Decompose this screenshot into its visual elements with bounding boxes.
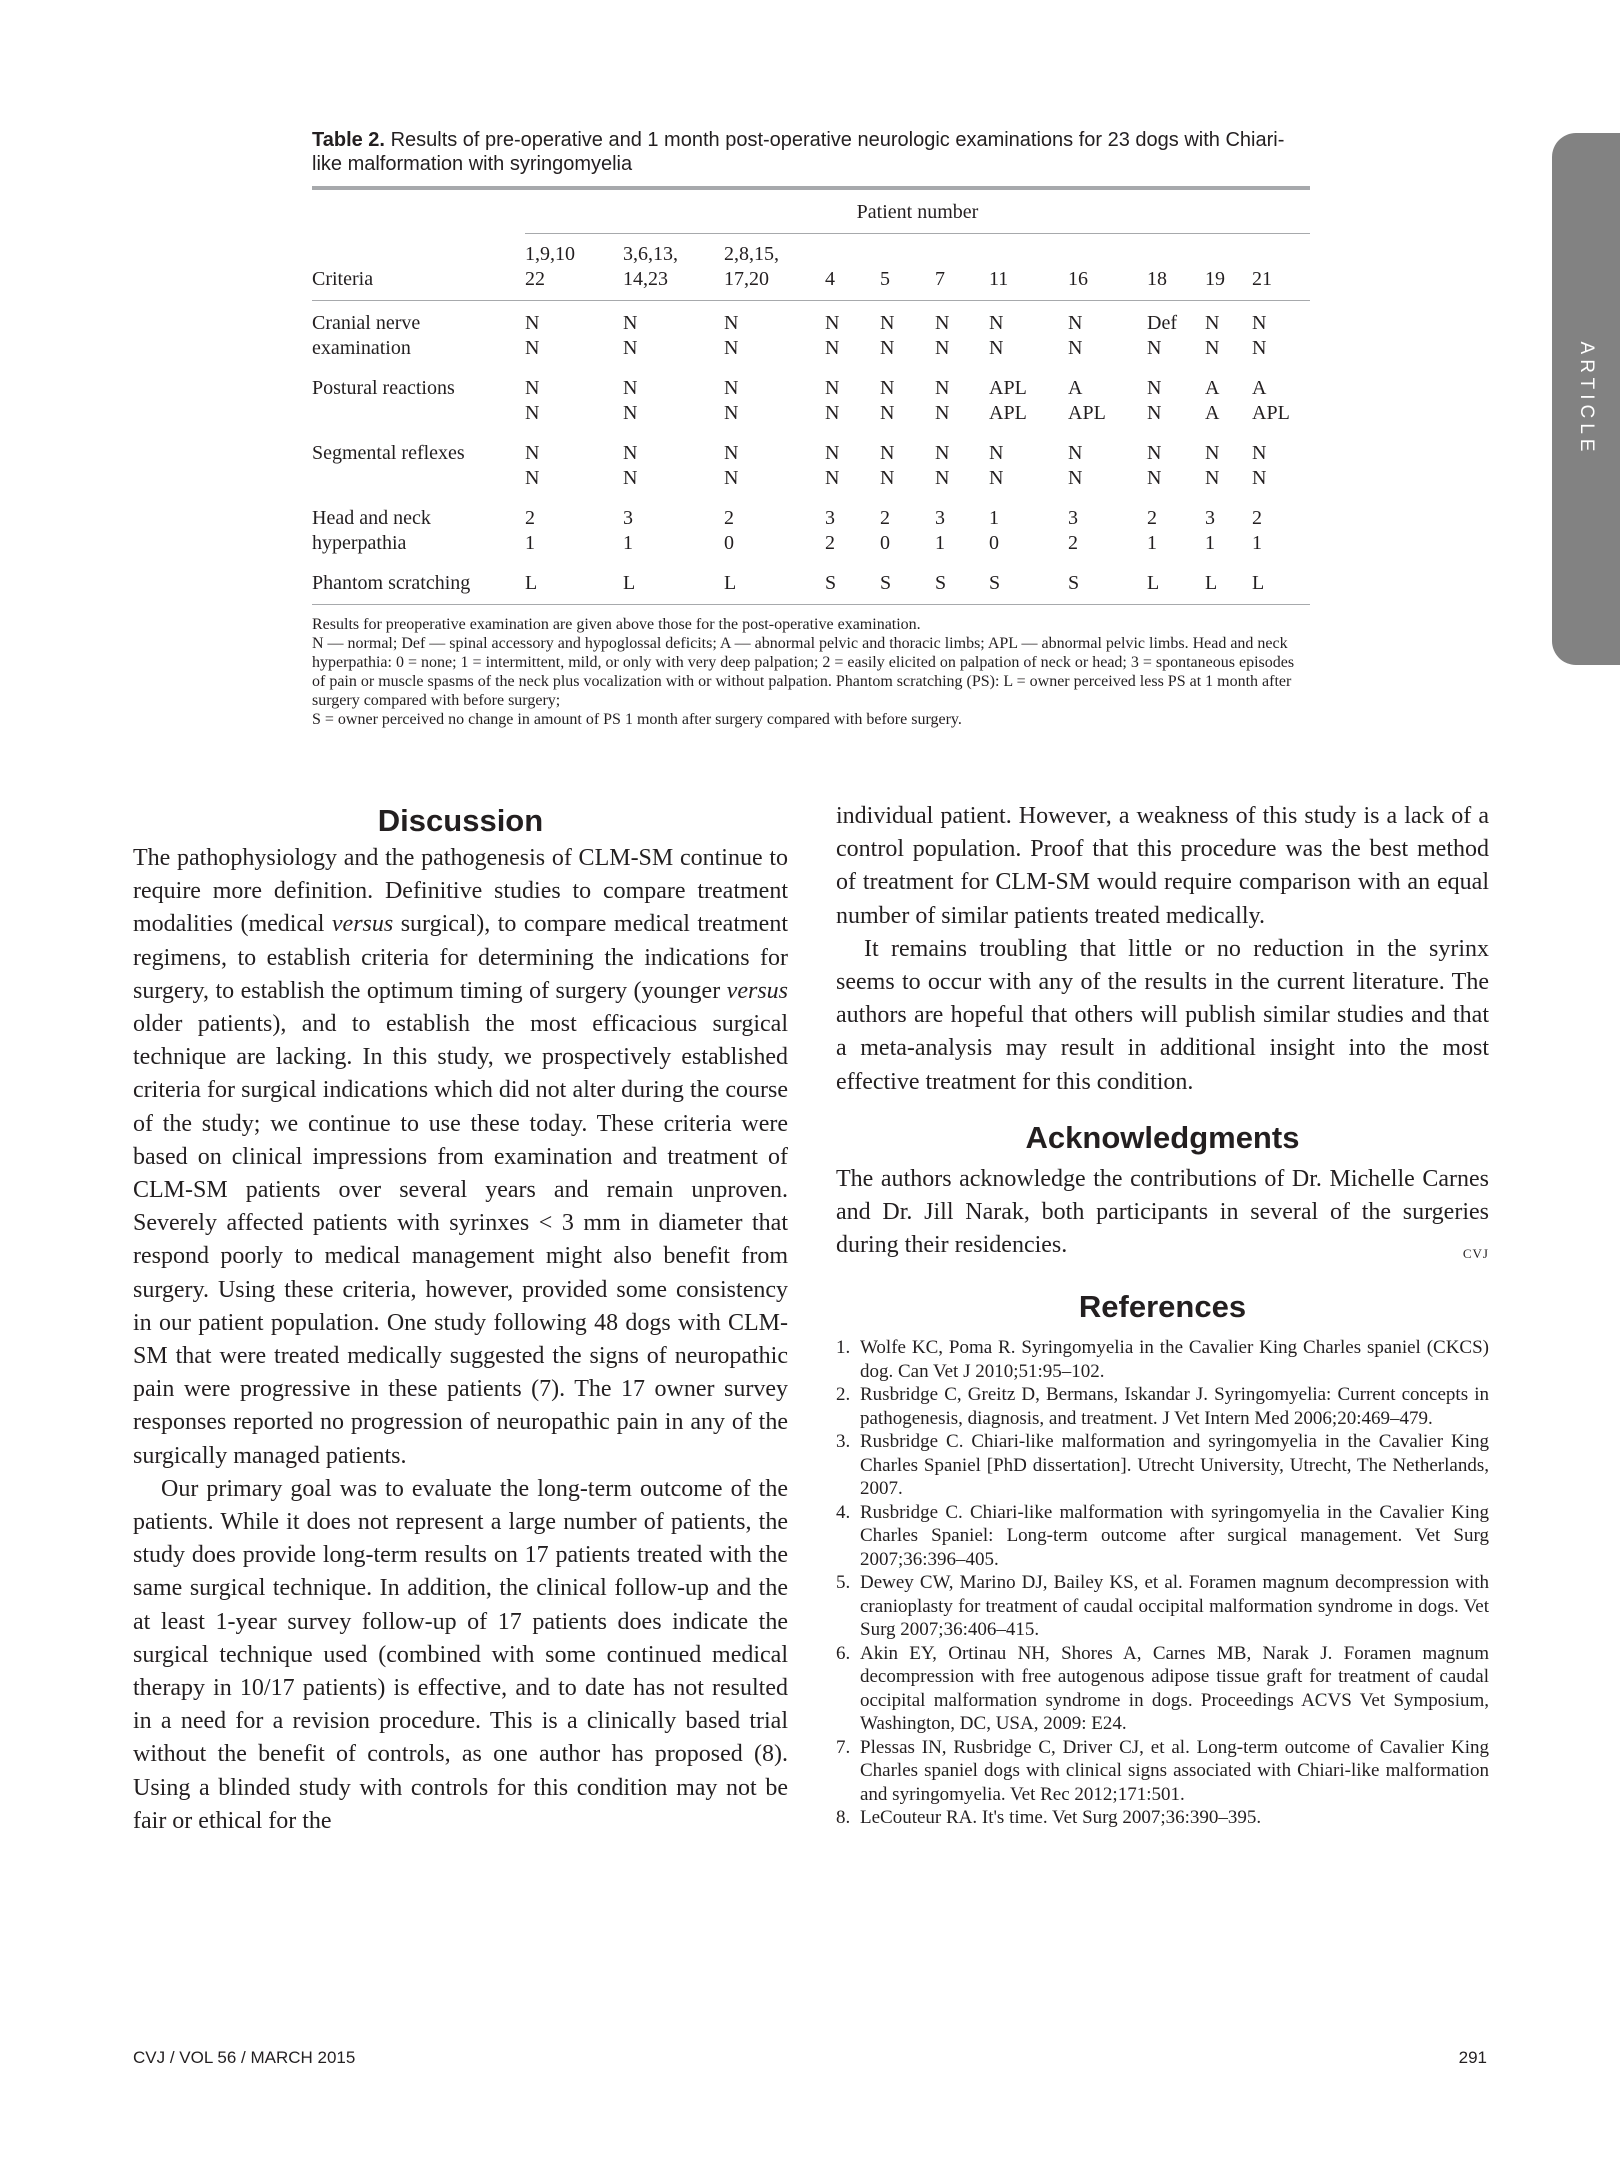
table-row [312, 426, 1310, 491]
acknowledgments-body: The authors acknowledge the contributions of Dr. Michelle Carnes and Dr. Jill Narak, both participants in several of the surgeries during their residencies. [836, 1165, 1489, 1259]
table-cell: N N [623, 312, 638, 359]
table-cell: N N [724, 377, 739, 424]
table-cell: N N [724, 312, 739, 359]
table-caption [312, 128, 1310, 176]
reference-text: Rusbridge C, Greitz D, Bermans, Iskandar J. Syringomyelia: Current concepts in pathogenesis, diagnosis, and treatment. J Vet Intern Med 2006;20:469–479. [860, 1384, 1489, 1429]
patient-group-header: 3,6,13, 14,23 [623, 234, 724, 301]
reference-text: LeCouteur RA. It's time. Vet Surg 2007;36:390–395. [860, 1807, 1262, 1829]
table-cell: 2 0 [880, 507, 890, 554]
table-cell: 2 1 [1147, 507, 1157, 554]
table-cell: S [880, 572, 892, 594]
table-row [312, 361, 1310, 426]
table-cell: N N [989, 312, 1004, 359]
criteria-label: Phantom scratching [312, 572, 471, 594]
table-cell: N N [1147, 377, 1162, 424]
reference-text: Rusbridge C. Chiari-like malformation and syringomyelia in the Cavalier King Charles Spaniel [PhD dissertation]. Utrecht University, Utrecht, The Netherlands, 2007. [860, 1431, 1489, 1500]
table-note: S = owner perceived no change in amount of PS 1 month after surgery compared with before surgery. [312, 711, 962, 728]
table-cell: L [525, 572, 538, 594]
reference-number: 4. [836, 1501, 851, 1523]
discussion-heading: Discussion [377, 803, 544, 838]
table-cell: 1 0 [989, 507, 999, 554]
table-row [312, 301, 1310, 362]
table-cell: A APL [1252, 377, 1290, 424]
table-cell: L [724, 572, 737, 594]
criteria-label: Head and neck hyperpathia [312, 507, 431, 554]
table-cell: Def N [1147, 312, 1177, 359]
table-note: N — normal; Def — spinal accessory and hypoglossal deficits; A — abnormal pelvic and thoracic limbs; APL — abnormal pelvic limbs. Head and neck hyperpathia: 0 = none; 1 = intermittent, mild, or only with very deep palpation; 2 = easily elicited on palpation of neck or head; 3 = spontaneous episodes of pain or muscle spasms of the neck plus vocalization with or without palpation. Phantom scratching (PS): L = owner perceived less PS at 1 month after surgery compared with before surgery; [312, 635, 1295, 709]
criteria-label: Segmental reflexes [312, 442, 465, 464]
patient-header: 5 [880, 234, 935, 301]
patient-header: 18 [1147, 234, 1205, 301]
table-cell: N N [935, 312, 950, 359]
discussion-paragraph-2-continued: individual patient. However, a weakness of this study is a lack of a control population. Proof that this procedure was the best method of treatment for CLM-SM would require comparison with an equal number of similar patients treated medically. [836, 803, 1489, 929]
reference-number: 6. [836, 1642, 851, 1664]
table-cell: S [989, 572, 1001, 594]
table-cell: N N [525, 442, 540, 489]
cvj-end-mark: CVJ [1462, 1246, 1489, 1262]
table-cell: N N [880, 312, 895, 359]
discussion-paragraph-1: The pathophysiology and the pathogenesis of CLM-SM continue to require more definition. Definitive studies to compare treatment modalities (medical versus surgical), to compare medical treatment regimens, to establish criteria for determining the indications for surgery, to establish the optimum timing of surgery (younger versus older patients), and to establish the most efficacious surgical technique are lacking. In this study, we prospectively established criteria for surgical indications which did not alter during the course of the study; we continue to use these today. These criteria were based on clinical impressions from examination and treatment of CLM-SM patients over several years and remain unproven. Severely affected patients with syrinxes < 3 mm in diameter that respond poorly to medical management might also benefit from surgery. Using these criteria, however, provided some consistency in our patient population. One study following 48 dogs with CLM-SM that were treated medically suggested the signs of neuropathic pain were progressive in these patients (7). The 17 owner survey responses reported no progression of neuropathic pain in any of the surgically managed patients. [133, 845, 788, 1469]
table-cell: N N [623, 442, 638, 489]
table-cell: N N [1147, 442, 1162, 489]
reference-number: 8. [836, 1807, 851, 1829]
table-cell: A APL [1068, 377, 1106, 424]
footer-page-number: 291 [1458, 2048, 1487, 2067]
patient-header: 19 [1205, 234, 1252, 301]
right-column [836, 800, 1489, 1830]
reference-number: 2. [836, 1384, 851, 1406]
table-cell: 2 1 [1252, 507, 1262, 554]
table-note: Results for preoperative examination are given above those for the post-operative examination. [312, 616, 921, 633]
table-cell: L [1147, 572, 1160, 594]
table-caption-text: Results of pre-operative and 1 month post-operative neurologic examinations for 23 dogs with Chiari-like malformation with syringomyelia [312, 129, 1285, 175]
table-cell: 3 1 [935, 507, 945, 554]
criteria-label: Postural reactions [312, 377, 455, 399]
table-cell: L [623, 572, 636, 594]
table-cell: 2 1 [525, 507, 535, 554]
table-cell: A A [1205, 377, 1220, 424]
patient-group-header: 1,9,10 22 [525, 234, 623, 301]
patient-header: 21 [1252, 234, 1310, 301]
table-cell: L [1252, 572, 1265, 594]
discussion-paragraph-2: Our primary goal was to evaluate the long-term outcome of the patients. While it does not represent a large number of patients, the study does provide long-term results on 17 patients treated with the same surgical technique. In addition, the clinical follow-up and the at least 1-year survey follow-up of 17 patients does indicate the surgical technique used (combined with some continued medical therapy in 10/17 patients) is effective, and to date has not resulted in a need for a revision procedure. This is a clinically based trial without the benefit of controls, as one author has proposed (8). Using a blinded study with controls for this condition may not be fair or ethical for the [133, 1475, 788, 1834]
left-column [133, 800, 788, 1838]
reference-item [836, 1336, 1489, 1383]
patient-number-header: Patient number [525, 190, 1310, 234]
reference-item [836, 1571, 1489, 1642]
table-row [312, 491, 1310, 556]
table-cell: L [1205, 572, 1218, 594]
table-cell: N N [1205, 442, 1220, 489]
table-cell: N N [935, 377, 950, 424]
reference-number: 5. [836, 1572, 851, 1594]
table-cell: N N [825, 377, 840, 424]
table-cell: N N [825, 312, 840, 359]
reference-text: Rusbridge C. Chiari-like malformation with syringomyelia in the Cavalier King Charles Spaniel: Long-term outcome after surgical management. Vet Surg 2007;36:396–405. [860, 1501, 1489, 1570]
table-cell: N N [525, 377, 540, 424]
reference-item [836, 1501, 1489, 1572]
table-cell: N N [989, 442, 1004, 489]
table-notes [312, 615, 1310, 729]
results-table [312, 190, 1310, 604]
patient-group-header: 2,8,15, 17,20 [724, 234, 825, 301]
table-cell: 3 1 [1205, 507, 1215, 554]
reference-item [836, 1806, 1489, 1830]
table-cell: N N [880, 377, 895, 424]
table-cell: N N [825, 442, 840, 489]
table-cell: S [935, 572, 947, 594]
reference-text: Akin EY, Ortinau NH, Shores A, Carnes MB, Narak J. Foramen magnum decompression with free autogenous adipose tissue graft for treatment of caudal occipital malformation syndrome in dogs. Proceedings ACVS Vet Symposium, Washington, DC, USA, 2009: E24. [860, 1642, 1489, 1735]
reference-text: Wolfe KC, Poma R. Syringomyelia in the Cavalier King Charles spaniel (CKCS) dog. Can Vet J 2010;51:95–102. [860, 1337, 1489, 1382]
table-cell: N N [880, 442, 895, 489]
table-cell: 3 2 [825, 507, 835, 554]
criteria-label: Cranial nerve examination [312, 312, 421, 359]
patient-header: 4 [825, 234, 880, 301]
side-tab-label: ARTICLE [1576, 341, 1597, 457]
reference-number: 3. [836, 1431, 851, 1453]
table-cell: N N [623, 377, 638, 424]
reference-number: 7. [836, 1736, 851, 1758]
acknowledgments-heading: Acknowledgments [1025, 1119, 1300, 1155]
reference-number: 1. [836, 1337, 851, 1359]
table-cell: S [1068, 572, 1080, 594]
table-cell: 2 0 [724, 507, 734, 554]
reference-item [836, 1383, 1489, 1430]
table-cell: N N [1252, 442, 1267, 489]
references-heading: References [1078, 1289, 1247, 1325]
references-list [836, 1336, 1489, 1830]
reference-text: Dewey CW, Marino DJ, Bailey KS, et al. Foramen magnum decompression with cranioplasty for treatment of caudal occipital malformation syndrome in dogs. Vet Surg 2007;36:406–415. [860, 1572, 1489, 1641]
table-cell: N N [1252, 312, 1267, 359]
table-caption-label: Table 2. [312, 129, 385, 151]
patient-header: 16 [1068, 234, 1147, 301]
table-cell: N N [724, 442, 739, 489]
table-row [312, 556, 1310, 604]
table-cell: 3 2 [1068, 507, 1078, 554]
table-cell: N N [935, 442, 950, 489]
acknowledgments-text [836, 1163, 1489, 1263]
article-side-tab [1552, 133, 1620, 665]
table-cell: N N [1205, 312, 1220, 359]
reference-text: Plessas IN, Rusbridge C, Driver CJ, et al. Long-term outcome of Cavalier King Charles spaniel dogs with clinical signs associated with Chiari-like malformation and syringomyelia. Vet Rec 2012;171:501. [860, 1736, 1489, 1805]
table-cell: N N [1068, 312, 1083, 359]
patient-header: 11 [989, 234, 1068, 301]
footer-journal-info: CVJ / VOL 56 / MARCH 2015 [133, 2048, 356, 2067]
table-cell: N N [525, 312, 540, 359]
table-cell: N N [1068, 442, 1083, 489]
criteria-header: Criteria [312, 234, 525, 301]
reference-item [836, 1736, 1489, 1807]
reference-item [836, 1430, 1489, 1501]
reference-item [836, 1642, 1489, 1736]
table-cell: APL APL [989, 377, 1027, 424]
discussion-paragraph-3: It remains troubling that little or no reduction in the syrinx seems to occur with any of the results in the current literature. The authors are hopeful that others will publish similar studies and that a meta-analysis may result in additional insight into the most effective treatment for this condition. [836, 935, 1489, 1095]
table-2 [312, 128, 1310, 729]
table-cell: 3 1 [623, 507, 633, 554]
table-bottom-rule [312, 604, 1310, 605]
table-cell: S [825, 572, 837, 594]
patient-header: 7 [935, 234, 989, 301]
